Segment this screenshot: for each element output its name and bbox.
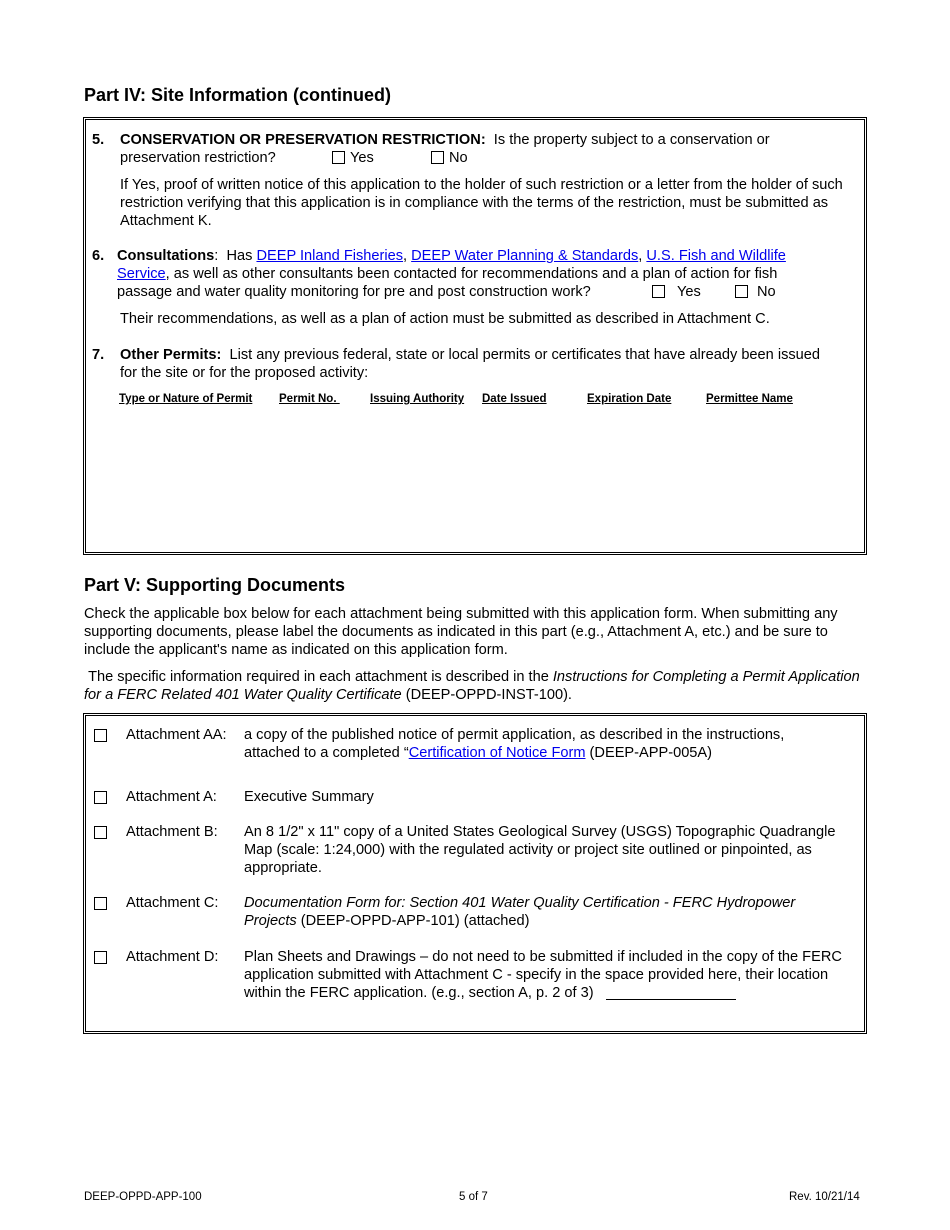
footer-revision: Rev. 10/21/14 bbox=[789, 1191, 860, 1203]
q5-note: If Yes, proof of written notice of this application to the holder of such restriction or a letter from the holder of such restriction verifying that this application is in compliance with the terms of the restriction, must be submitted as Attachment K. bbox=[120, 177, 843, 229]
attachment-d-label: Attachment D: bbox=[126, 949, 219, 965]
q6-text-line2: , as well as other consultants been contacted for recommendations and a plan of action for fish bbox=[165, 266, 778, 282]
attachment-a-desc: Executive Summary bbox=[244, 789, 374, 805]
attachment-c-italic1: Documentation Form for: Section 401 Water Quality Certification - FERC Hydropower bbox=[244, 895, 796, 911]
q5-question-cont: preservation restriction? bbox=[120, 150, 276, 166]
q5-no-label: No bbox=[449, 150, 468, 166]
attachment-c-italic2: Projects bbox=[244, 913, 297, 929]
fish-wildlife-link-cont[interactable]: Service bbox=[117, 266, 166, 282]
col-permit-no: Permit No. bbox=[279, 393, 340, 405]
attachment-a-label: Attachment A: bbox=[126, 789, 217, 805]
water-planning-link[interactable]: DEEP Water Planning & Standards bbox=[411, 248, 639, 264]
attachment-d-text: Plan Sheets and Drawings – do not need to be submitted if included in the copy of the FERC application submitted with Attachment C - specify in the space provided here, their location within the FERC application. (e.g., section A, p. 2 of 3) bbox=[244, 949, 842, 1001]
q5-line1 bbox=[120, 131, 850, 149]
q5-no-checkbox[interactable] bbox=[431, 151, 444, 164]
part5-title: Part V: Supporting Documents bbox=[84, 575, 346, 595]
col-permittee-name: Permittee Name bbox=[706, 393, 793, 405]
instr-post: (DEEP-OPPD-INST-100). bbox=[401, 687, 572, 703]
attachment-c-checkbox[interactable] bbox=[94, 897, 107, 910]
q7-number: 7. bbox=[92, 347, 105, 363]
q5-yes-checkbox[interactable] bbox=[332, 151, 345, 164]
q5-heading: CONSERVATION OR PRESERVATION RESTRICTION: bbox=[120, 132, 486, 148]
attachment-c-post: (DEEP-OPPD-APP-101) (attached) bbox=[296, 913, 530, 929]
attachment-b-label: Attachment B: bbox=[126, 824, 218, 840]
q5-no-option bbox=[431, 149, 468, 167]
attachment-b-checkbox[interactable] bbox=[94, 826, 107, 839]
col-date-issued: Date Issued bbox=[482, 393, 547, 405]
attachment-aa-line1: a copy of the published notice of permit application, as described in the instructions, bbox=[244, 727, 785, 743]
attachment-d-desc bbox=[244, 948, 856, 1002]
inland-fisheries-link[interactable]: DEEP Inland Fisheries bbox=[256, 248, 404, 264]
q6-number: 6. bbox=[92, 248, 105, 264]
attachment-aa-line2-pre: attached to a completed “ bbox=[244, 745, 409, 761]
q6-no-option bbox=[735, 283, 776, 301]
q6-yes-label: Yes bbox=[677, 284, 701, 300]
q6-yes-checkbox[interactable] bbox=[652, 285, 665, 298]
q5-line2 bbox=[120, 149, 276, 167]
instr-pre: The specific information required in each attachment is described in the bbox=[84, 669, 553, 685]
q5-number: 5. bbox=[92, 132, 105, 148]
q5-yes-option bbox=[332, 149, 374, 167]
q6-line3 bbox=[117, 283, 591, 301]
q6-yes-option bbox=[652, 283, 701, 301]
attachment-b-desc: An 8 1/2" x 11" copy of a United States Geological Survey (USGS) Topographic Quadrangle Map (scale: 1:24,000) with the regulated activity or project site outlined or pinpointed, as appropriate. bbox=[244, 824, 836, 876]
q6-heading: Consultations bbox=[117, 248, 215, 264]
permits-entry-area[interactable] bbox=[117, 410, 852, 545]
part5-intro: Check the applicable box below for each attachment being submitted with this application form. When submitting any supporting documents, please label the documents as indicated in this part (e.g., Attachment A, etc.) and be sure to include the applicant's name as indicated on this application form. bbox=[84, 606, 838, 658]
col-issuing-authority: Issuing Authority bbox=[370, 393, 465, 405]
q7-text bbox=[120, 346, 840, 382]
attachment-a-checkbox[interactable] bbox=[94, 791, 107, 804]
q5-question: Is the property subject to a conservation or bbox=[493, 132, 770, 148]
attachment-c-desc bbox=[244, 894, 854, 930]
footer-page-number: 5 of 7 bbox=[459, 1191, 488, 1203]
q6-sep2: , bbox=[638, 248, 647, 264]
attachment-d-checkbox[interactable] bbox=[94, 951, 107, 964]
attachment-aa-checkbox[interactable] bbox=[94, 729, 107, 742]
attachment-d-location-field[interactable] bbox=[606, 985, 736, 1000]
instr-title: Instructions for Completing a Permit Application for a FERC Related 401 Water Quality Certificate bbox=[84, 669, 860, 703]
q7-question: List any previous federal, state or local permits or certificates that have already been issued for the site or for the proposed activity: bbox=[120, 347, 821, 381]
attachment-aa-line2-post: (DEEP-APP-005A) bbox=[585, 745, 713, 761]
q6-text-line3: passage and water quality monitoring for pre and post construction work? bbox=[117, 284, 591, 300]
part4-title: Part IV: Site Information (continued) bbox=[84, 85, 392, 105]
col-expiration-date: Expiration Date bbox=[587, 393, 672, 405]
certification-of-notice-link[interactable]: Certification of Notice Form bbox=[408, 745, 586, 761]
q5-yes-label: Yes bbox=[350, 150, 374, 166]
q6-no-checkbox[interactable] bbox=[735, 285, 748, 298]
q6-no-label: No bbox=[757, 284, 776, 300]
col-type-of-permit: Type or Nature of Permit bbox=[119, 393, 253, 405]
attachment-aa-desc bbox=[244, 726, 854, 762]
part5-instructions bbox=[84, 668, 864, 704]
q6-sep1: , bbox=[403, 248, 412, 264]
q6-line1 bbox=[117, 247, 786, 265]
footer-form-id: DEEP-OPPD-APP-100 bbox=[84, 1191, 202, 1203]
attachment-aa-label: Attachment AA: bbox=[126, 727, 227, 743]
q6-line2 bbox=[117, 265, 777, 283]
q6-note: Their recommendations, as well as a plan of action must be submitted as described in Attachment C. bbox=[120, 311, 770, 327]
fish-wildlife-link[interactable]: U.S. Fish and Wildlife bbox=[646, 248, 786, 264]
q7-heading: Other Permits: bbox=[120, 347, 222, 363]
q6-text-pre: : Has bbox=[214, 248, 257, 264]
attachment-c-label: Attachment C: bbox=[126, 895, 219, 911]
